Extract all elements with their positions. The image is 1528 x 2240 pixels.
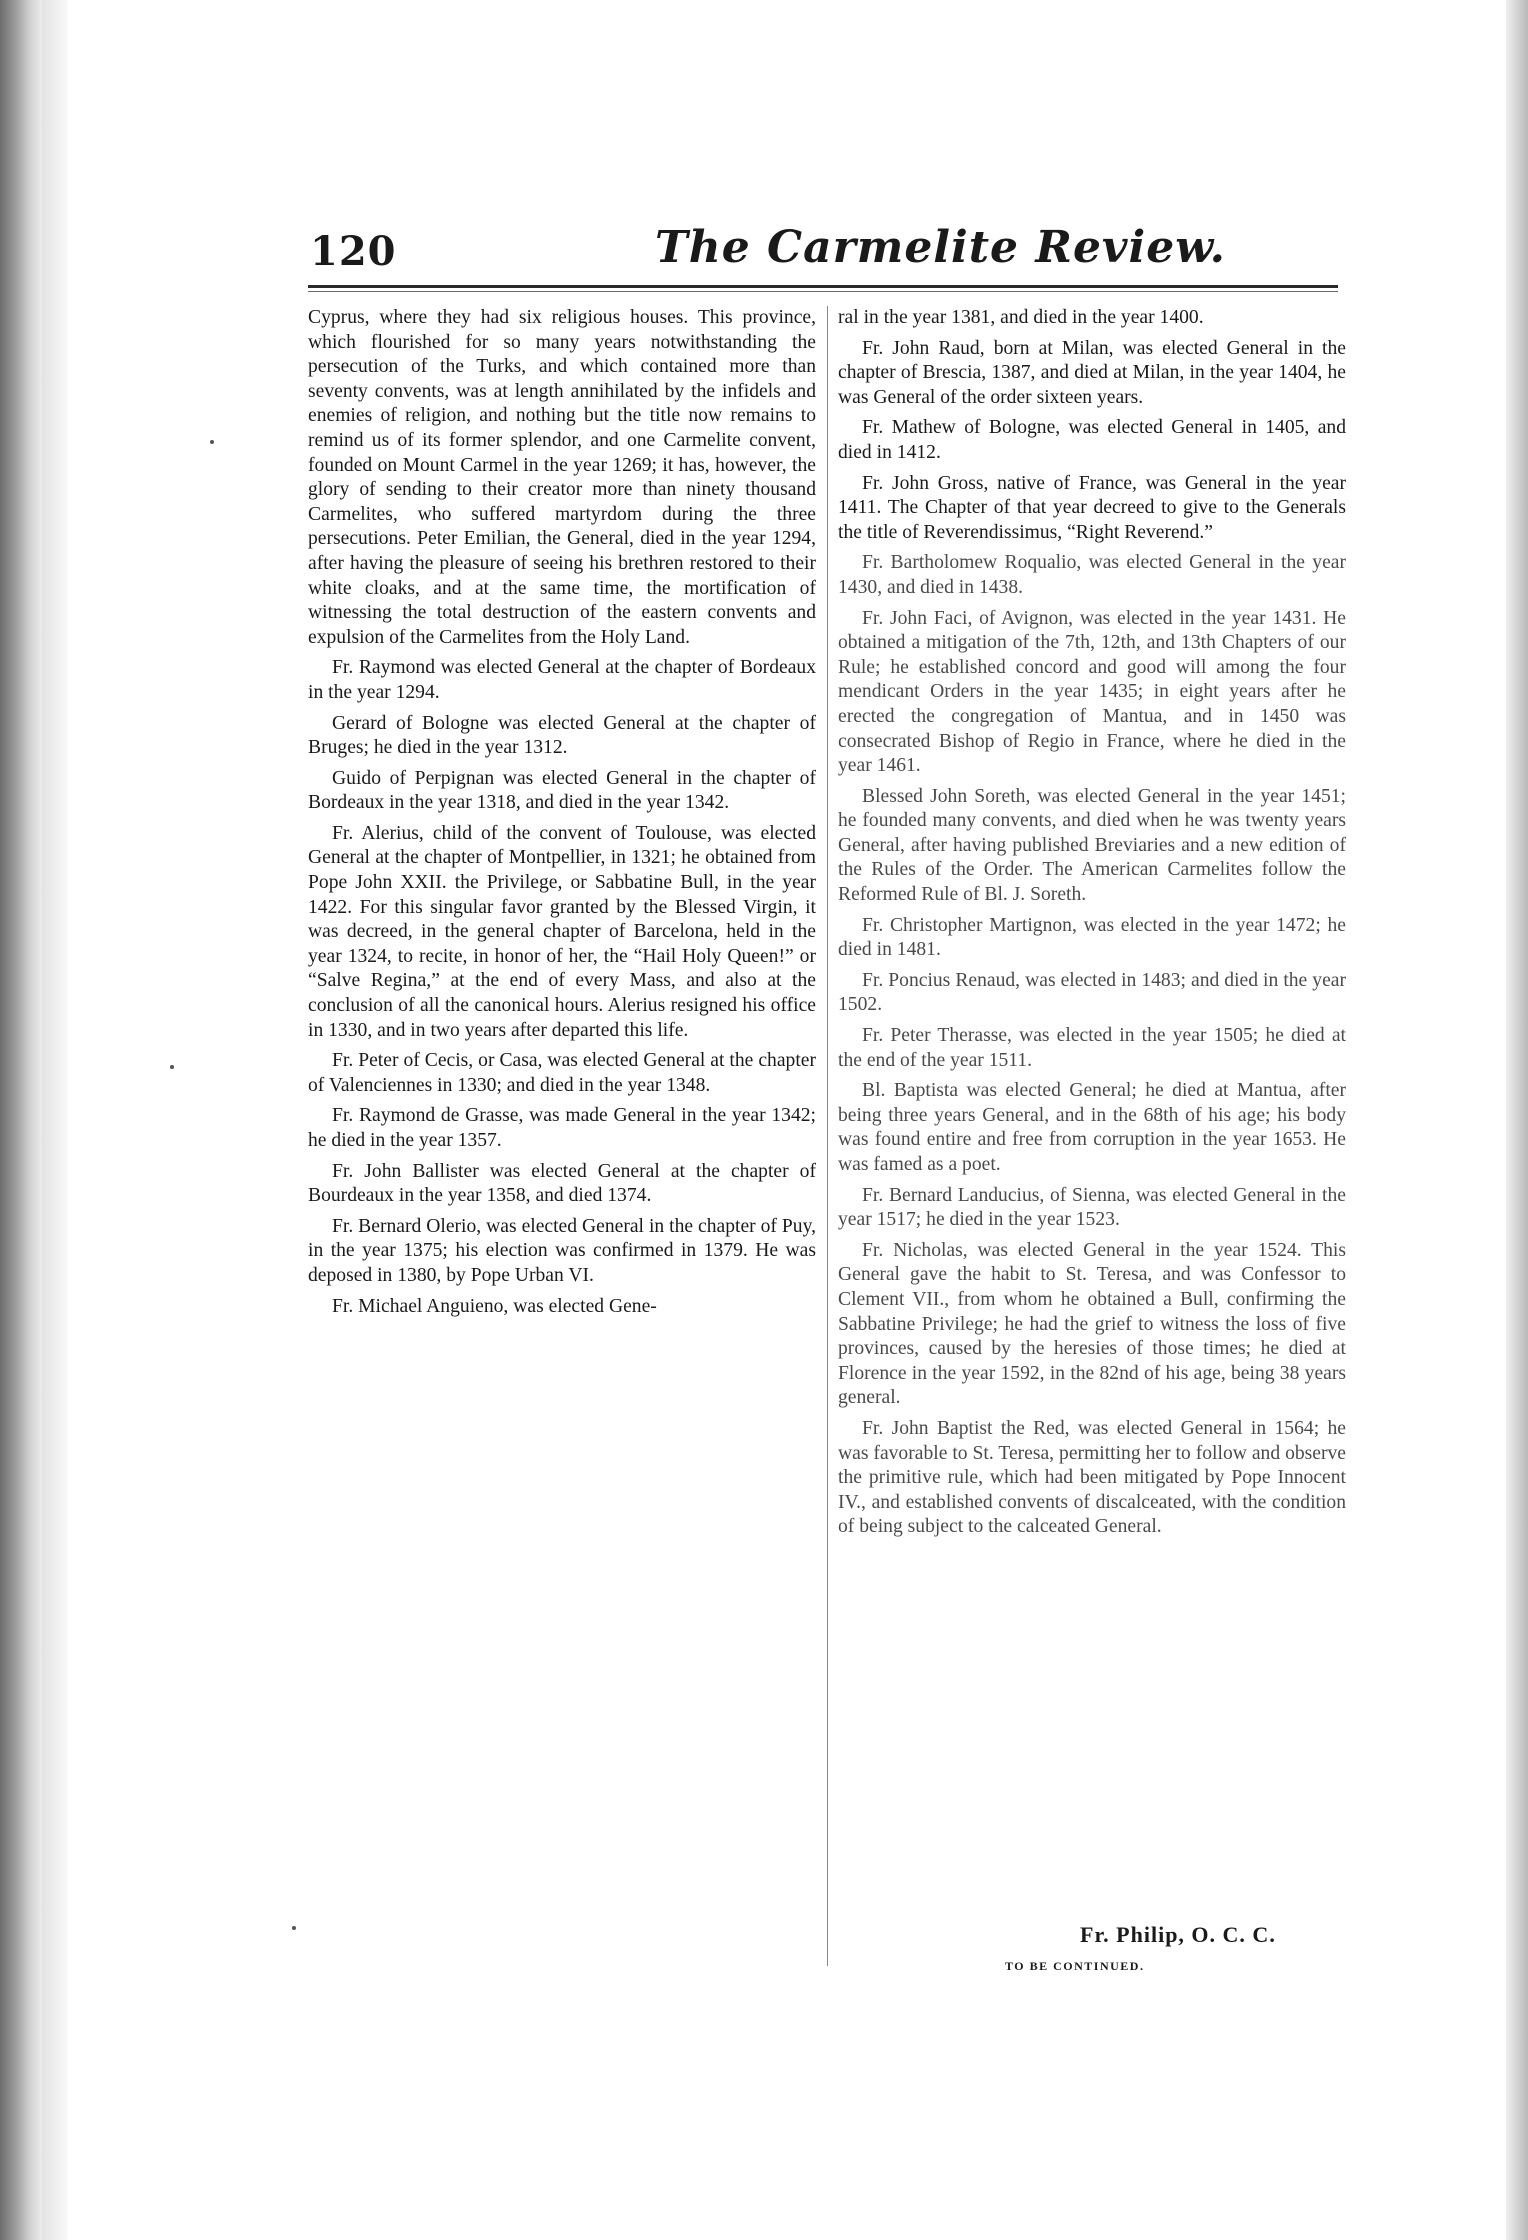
speck [170, 1065, 174, 1069]
column-divider [827, 306, 828, 1966]
paragraph: Fr. John Gross, native of France, was General in the year 1411. The Chapter of that year decreed to give to the Generals the title of Reverendissimus, “Right Reverend.” [838, 472, 1346, 543]
paragraph: Gerard of Bologne was elected General at the chapter of Bruges; he died in the year 1312. [308, 712, 816, 759]
paragraph: Fr. John Ballister was elected General at the chapter of Bourdeaux in the year 1358, and died 1374. [308, 1160, 816, 1207]
paragraph: Bl. Baptista was elected General; he died at Mantua, after being three years General, and in the 68th of his age; his body was found entire and free from corruption in the year 1653. He was famed as a poet. [838, 1080, 1346, 1175]
continued-notice: TO BE CONTINUED. [1005, 1959, 1145, 1973]
right-column [838, 306, 1346, 1546]
paragraph: Fr. John Raud, born at Milan, was elected General in the chapter of Brescia, 1387, and died at Milan, in the year 1404, he was General of the order sixteen years. [838, 337, 1346, 408]
paragraph: Fr. Bernard Landucius, of Sienna, was elected General in the year 1517; he died in the year 1523. [838, 1184, 1346, 1231]
paragraph: Fr. Bernard Olerio, was elected General in the chapter of Puy, in the year 1375; his election was confirmed in 1379. He was deposed in 1380, by Pope Urban VI. [308, 1215, 816, 1286]
paragraph: Fr. Alerius, child of the convent of Toulouse, was elected General at the chapter of Montpellier, in 1321; he obtained from Pope John XXII. the Privilege, or Sabbatine Bull, in the year 1422. For this singular favor granted by the Blessed Virgin, it was decreed, in the general chapter of Barcelona, held in the year 1324, to recite, in honor of her, the “Hail Holy Queen!” or “Salve Regina,” at the end of every Mass, and also at the conclusion of all the canonical hours. Alerius resigned his office in 1330, and in two years after departed this life. [308, 822, 816, 1041]
paragraph: Fr. Bartholomew Roqualio, was elected General in the year 1430, and died in 1438. [838, 552, 1346, 598]
page-edge-left [0, 0, 42, 2240]
page-number: 120 [310, 228, 397, 275]
speck [210, 440, 214, 444]
paragraph: Fr. Poncius Renaud, was elected in 1483; and died in the year 1502. [838, 969, 1346, 1016]
page-edge-right [1506, 0, 1528, 2240]
header-rule [308, 285, 1338, 288]
paragraph: Fr. Christopher Martignon, was elected in the year 1472; he died in 1481. [838, 914, 1346, 961]
paragraph: Fr. Peter of Cecis, or Casa, was elected General at the chapter of Valenciennes in 1330; and died in the year 1348. [308, 1050, 816, 1096]
paragraph: Fr. Mathew of Bologne, was elected General in 1405, and died in 1412. [838, 417, 1346, 463]
paragraph: Guido of Perpignan was elected General in the chapter of Bordeaux in the year 1318, and died in the year 1342. [308, 767, 816, 814]
paragraph: Blessed John Soreth, was elected General in the year 1451; he founded many convents, and died when he was twenty years General, after having published Breviaries and a new edition of the Rules of the Order. The American Carmelites follow the Reformed Rule of Bl. J. Soreth. [838, 785, 1346, 906]
left-column [308, 306, 816, 1325]
running-title: The Carmelite Review. [655, 222, 1226, 273]
speck [292, 1926, 296, 1930]
paragraph: Fr. Nicholas, was elected General in the year 1524. This General gave the habit to St. Teresa, and was Confessor to Clement VII., from whom he obtained a Bull, confirming the Sabbatine Privilege; he had the grief to witness the loss of five provinces, caused by the heresies of those times; he died at Florence in the year 1592, in the 82nd of his age, being 38 years general. [838, 1239, 1346, 1409]
author-signature: Fr. Philip, O. C. C. [1080, 1922, 1276, 1947]
paragraph: Fr. Raymond de Grasse, was made General in the year 1342; he died in the year 1357. [308, 1105, 816, 1151]
paragraph: Fr. Raymond was elected General at the chapter of Bordeaux in the year 1294. [308, 657, 816, 703]
header-rule-thin [308, 291, 1338, 292]
paragraph: Fr. John Faci, of Avignon, was elected in the year 1431. He obtained a mitigation of the 7th, 12th, and 13th Chapters of our Rule; he established concord and good will among the four mendicant Orders in the year 1435; in eight years after he erected the congregation of Mantua, and in 1450 was consecrated Bishop of Regio in France, where he died in the year 1461. [838, 607, 1346, 777]
page-edge-shadow [42, 0, 68, 2240]
paragraph: Fr. Michael Anguieno, was elected Gene- [332, 1295, 657, 1317]
paragraph: Fr. Peter Therasse, was elected in the year 1505; he died at the end of the year 1511. [838, 1025, 1346, 1071]
paragraph: Fr. John Baptist the Red, was elected General in 1564; he was favorable to St. Teresa, permitting her to follow and observe the primitive rule, which had been mitigated by Pope Innocent IV., and established convents of discalceated, with the condition of being subject to the calceated General. [838, 1417, 1346, 1538]
paragraph: Cyprus, where they had six religious houses. This province, which flourished for so many years notwithstanding the persecution of the Turks, and which contained more than seventy convents, was at length annihilated by the infidels and enemies of religion, and nothing but the title now remains to remind us of its former splendor, and one Carmelite convent, founded on Mount Carmel in the year 1269; it has, however, the glory of sending to their creator more than ninety thousand Carmelites, who suffered martyrdom during the three persecutions. Peter Emilian, the General, died in the year 1294, after having the pleasure of seeing his brethren restored to their white cloaks, and at the same time, the mortification of witnessing the total destruction of the eastern convents and expulsion of the Carmelites from the Holy Land. [308, 307, 816, 648]
paragraph: ral in the year 1381, and died in the year 1400. [838, 307, 1204, 328]
